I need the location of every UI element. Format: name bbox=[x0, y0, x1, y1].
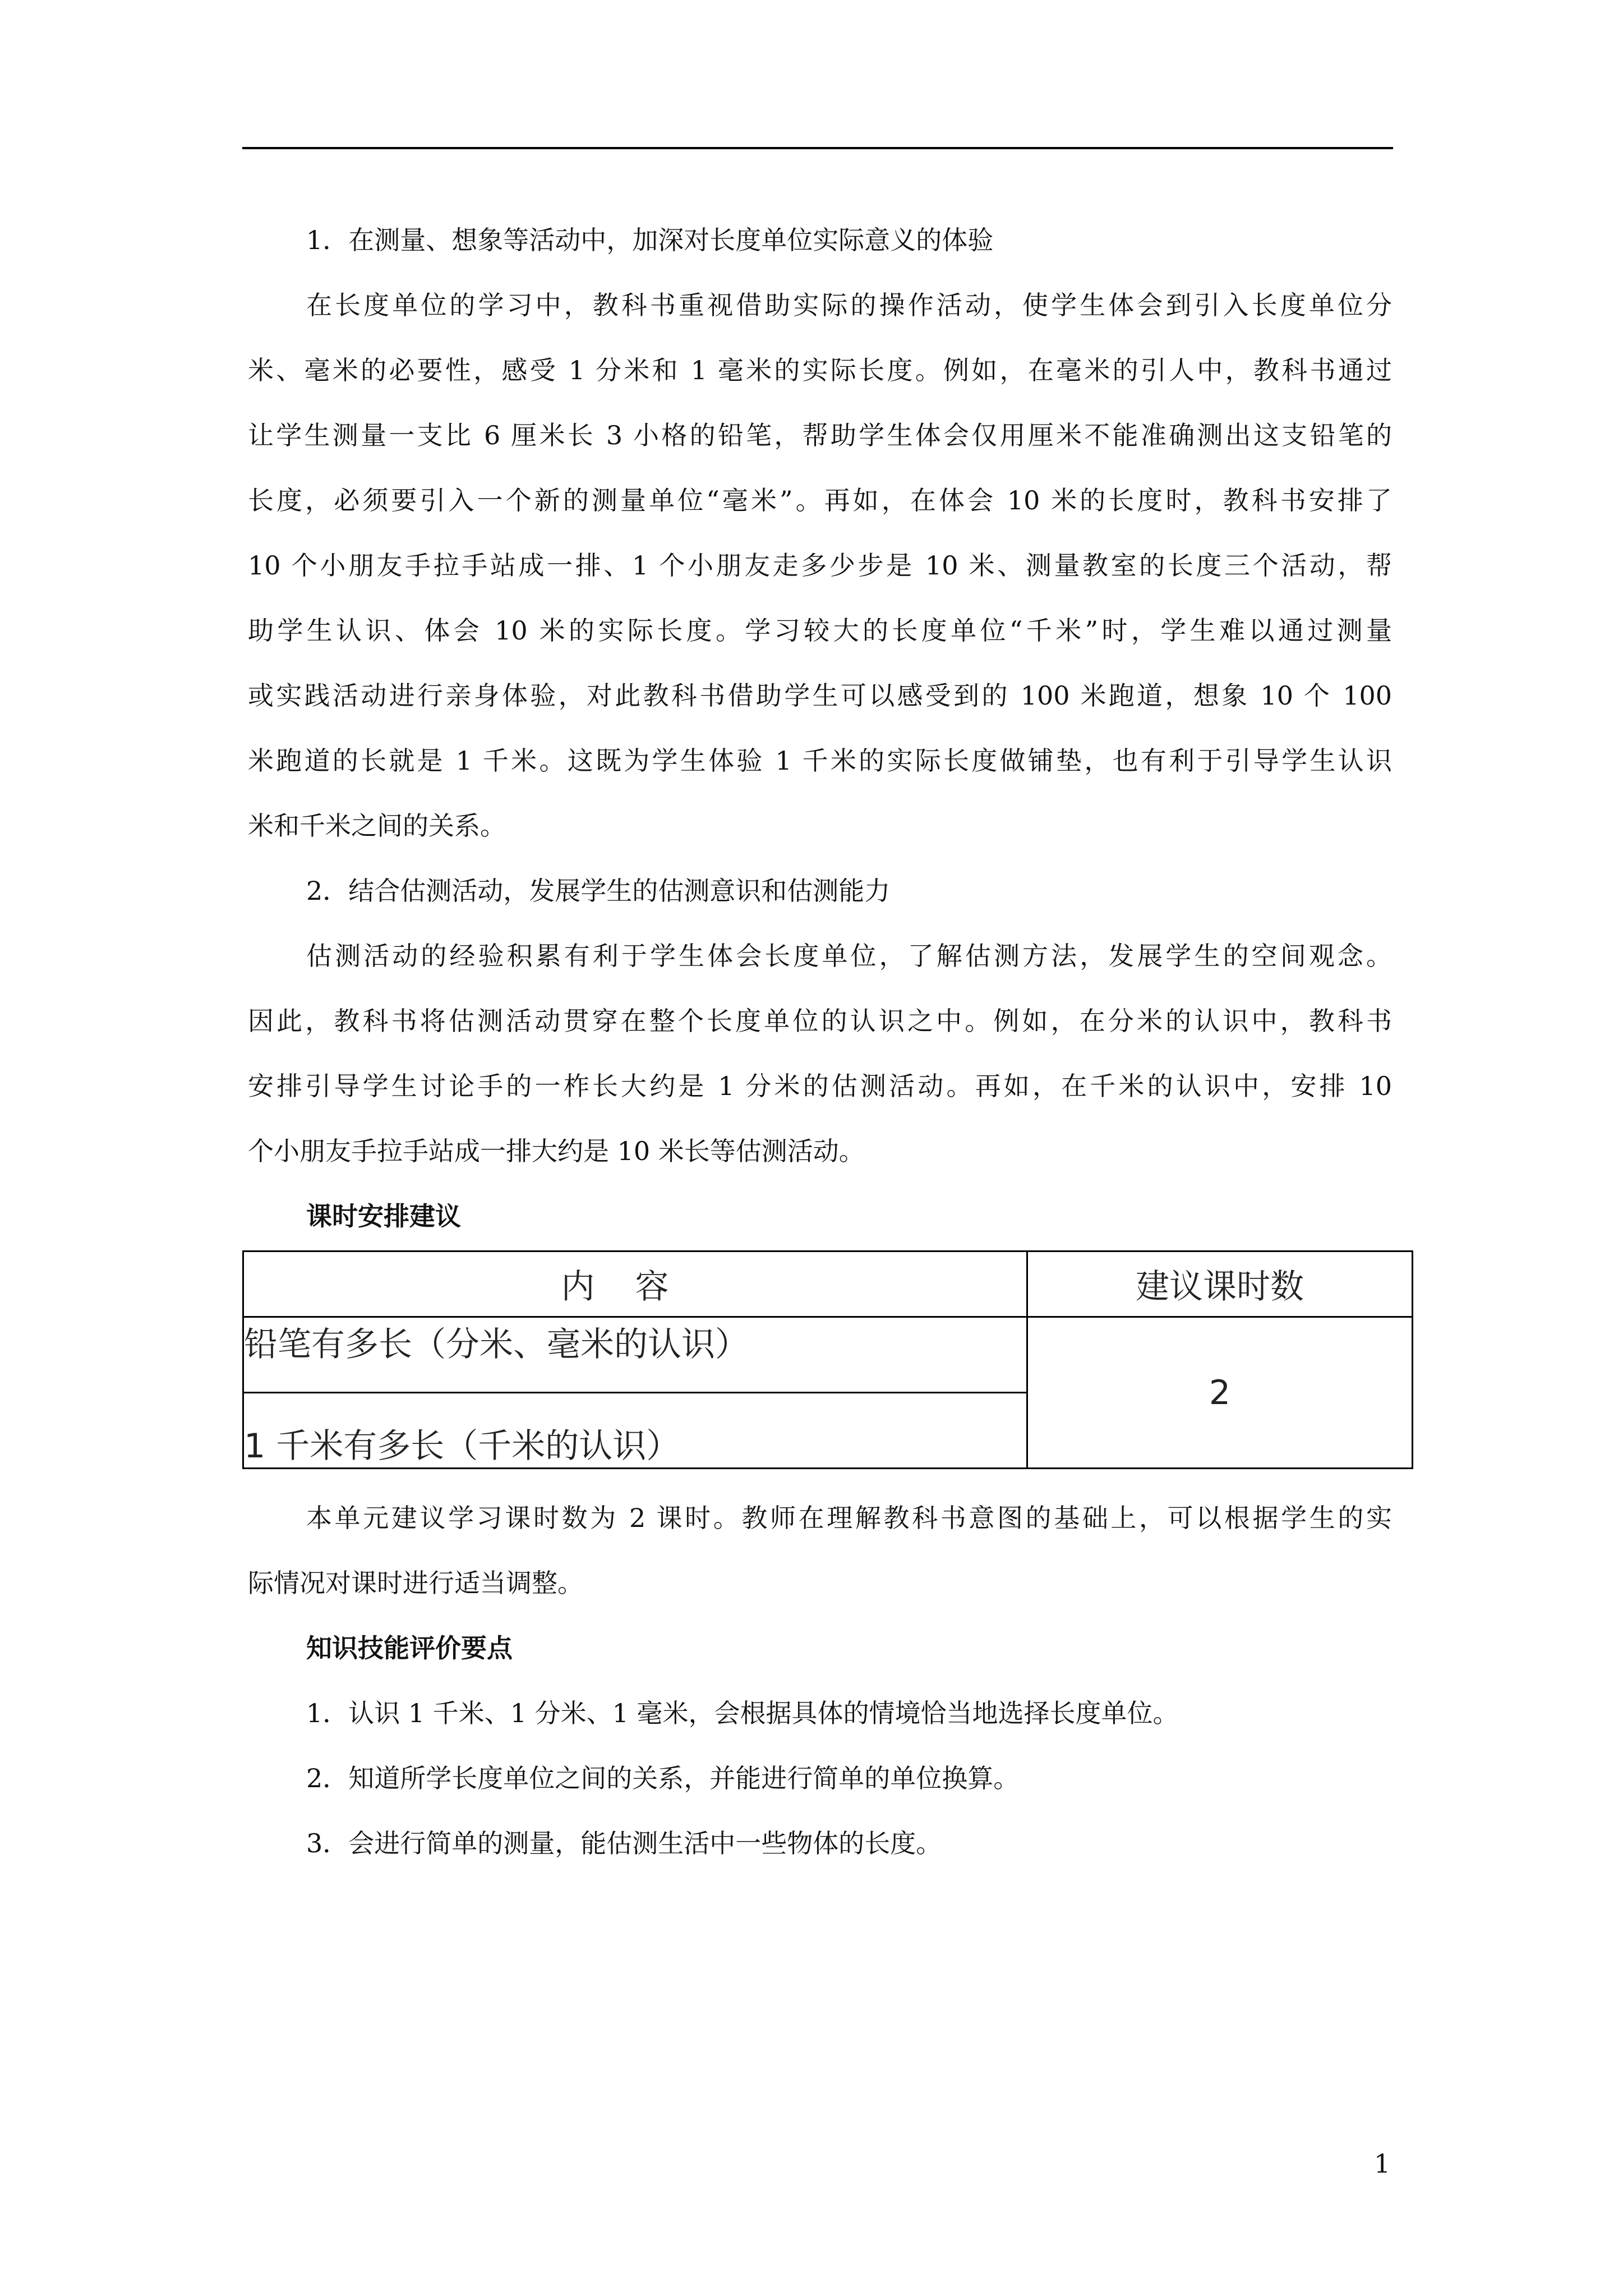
lesson-hours: 2 bbox=[1027, 1317, 1413, 1469]
section1-line: 长度，必须要引入一个新的测量单位“毫米”。再如，在体会 10 米的长度时，教科书安排了 bbox=[248, 485, 1392, 516]
section1-line: 在长度单位的学习中，教科书重视借助实际的操作活动，使学生体会到引入长度单位分 bbox=[306, 290, 1392, 320]
schedule-table bbox=[242, 1250, 1413, 1469]
section1-heading: 1．在测量、想象等活动中，加深对长度单位实际意义的体验 bbox=[306, 225, 994, 255]
section1-line: 米、毫米的必要性，感受 1 分米和 1 毫米的实际长度。例如，在毫米的引人中，教科书通过 bbox=[248, 355, 1392, 385]
evaluation-item: 3．会进行简单的测量，能估测生活中一些物体的长度。 bbox=[306, 1828, 942, 1858]
evaluation-item: 1．认识 1 千米、1 分米、1 毫米，会根据具体的情境恰当地选择长度单位。 bbox=[306, 1698, 1179, 1728]
section1-line: 米和千米之间的关系。 bbox=[248, 811, 506, 841]
section2-line: 估测活动的经验积累有利于学生体会长度单位，了解估测方法，发展学生的空间观念。 bbox=[306, 941, 1392, 971]
schedule-note-line: 本单元建议学习课时数为 2 课时。教师在理解教科书意图的基础上，可以根据学生的实 bbox=[306, 1503, 1392, 1533]
table-row bbox=[243, 1317, 1413, 1393]
header-rule bbox=[242, 147, 1393, 149]
document-body-lower bbox=[248, 1485, 1392, 1876]
section2-line: 因此，教科书将估测活动贯穿在整个长度单位的认识之中。例如，在分米的认识中，教科书 bbox=[248, 1006, 1392, 1036]
section2-line: 安排引导学生讨论手的一柞长大约是 1 分米的估测活动。再如，在千米的认识中，安排 10 bbox=[248, 1071, 1392, 1101]
schedule-note-line: 际情况对课时进行适当调整。 bbox=[248, 1568, 583, 1598]
section1-line: 10 个小朋友手拉手站成一排、1 个小朋友走多少步是 10 米、测量教室的长度三个活动，帮 bbox=[248, 550, 1392, 581]
section1-line: 或实践活动进行亲身体验，对此教科书借助学生可以感受到的 100 米跑道，想象 10 个 100 bbox=[248, 680, 1392, 711]
section1-line: 让学生测量一支比 6 厘米长 3 小格的铅笔，帮助学生体会仅用厘米不能准确测出这支铅笔的 bbox=[248, 420, 1392, 450]
table-header-row bbox=[243, 1251, 1413, 1317]
lesson-kilometer: 1 千米有多长（千米的认识） bbox=[243, 1393, 1027, 1469]
lesson-pencil: 铅笔有多长（分米、毫米的认识） bbox=[243, 1317, 1027, 1393]
evaluation-item: 2．知道所学长度单位之间的关系，并能进行简单的单位换算。 bbox=[306, 1763, 1020, 1793]
evaluation-heading: 知识技能评价要点 bbox=[306, 1633, 513, 1663]
header-content: 内容 bbox=[243, 1251, 1027, 1317]
document-body bbox=[248, 208, 1392, 1249]
schedule-heading: 课时安排建议 bbox=[306, 1201, 461, 1231]
page-number: 1 bbox=[1374, 2148, 1391, 2179]
section1-line: 助学生认识、体会 10 米的实际长度。学习较大的长度单位“千米”时，学生难以通过测量 bbox=[248, 615, 1392, 646]
section2-heading: 2．结合估测活动，发展学生的估测意识和估测能力 bbox=[306, 876, 891, 906]
section2-line: 个小朋友手拉手站成一排大约是 10 米长等估测活动。 bbox=[248, 1136, 865, 1166]
section1-line: 米跑道的长就是 1 千米。这既为学生体验 1 千米的实际长度做铺垫，也有利于引导学生认识 bbox=[248, 746, 1392, 776]
header-hours: 建议课时数 bbox=[1027, 1251, 1413, 1317]
